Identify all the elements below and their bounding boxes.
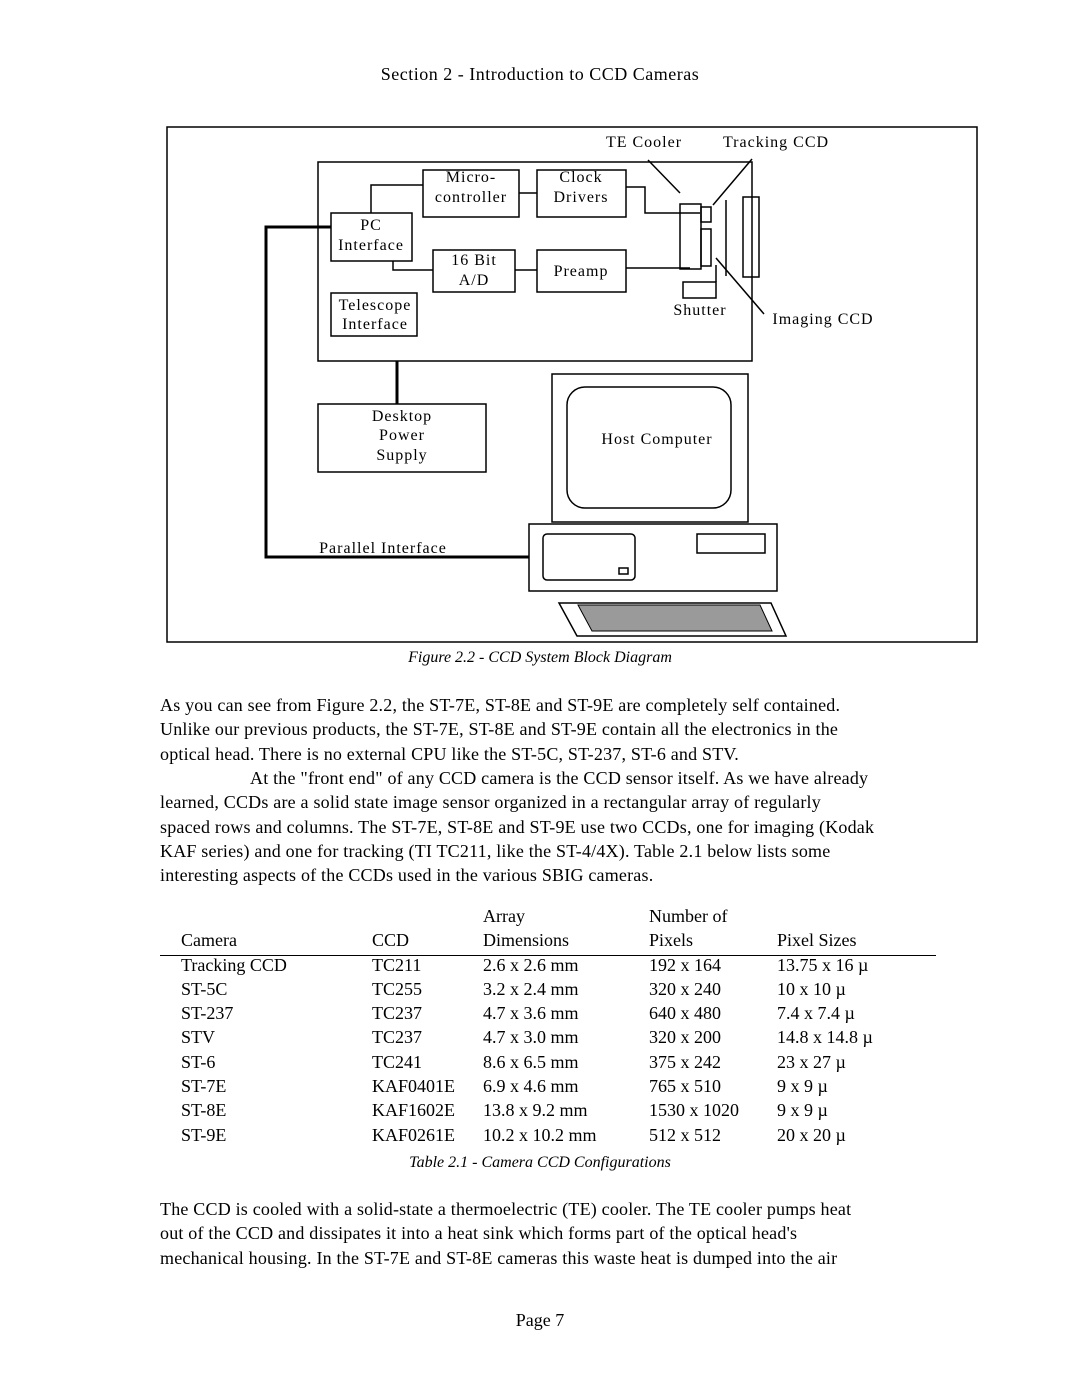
header-cell: Pixels — [649, 930, 694, 951]
wire-clock-ccd — [626, 187, 700, 213]
table-cell: TC237 — [372, 1003, 423, 1024]
table-cell: 8.6 x 6.5 mm — [483, 1051, 579, 1072]
text-line: interesting aspects of the CCDs used in the various SBIG cameras. — [160, 865, 654, 886]
table-caption: Table 2.1 - Camera CCD Configurations — [409, 1154, 671, 1171]
pc-label-1: PC — [360, 217, 382, 234]
table-cell: 13.75 x 16 µ — [777, 954, 869, 975]
table-header-top — [160, 906, 940, 930]
header-cell: Pixel Sizes — [777, 930, 857, 951]
table-cell: TC237 — [372, 1027, 423, 1048]
pc-label-2: Interface — [338, 237, 404, 254]
table-cell: 3.2 x 2.4 mm — [483, 978, 579, 999]
table-cell: 4.7 x 3.6 mm — [483, 1003, 579, 1024]
table-cell: 640 x 480 — [649, 1003, 721, 1024]
table-cell: KAF0401E — [372, 1076, 456, 1097]
wire-pc-micro — [371, 185, 423, 213]
tracking-ccd-chip — [701, 207, 711, 222]
te-cooler-label: TE Cooler — [605, 134, 683, 151]
table-row — [160, 1125, 940, 1149]
paragraph-2 — [160, 766, 990, 887]
table-cell: 13.8 x 9.2 mm — [483, 1100, 588, 1121]
window-optic — [743, 197, 759, 277]
table-header — [160, 930, 940, 954]
preamp-label: Preamp — [553, 263, 609, 280]
text-line: learned, CCDs are a solid state image sensor organized in a rectangular array of regularly — [160, 792, 821, 813]
table-row — [160, 1027, 940, 1051]
ccd-block-diagram — [0, 0, 1080, 650]
figure-caption: Figure 2.2 - CCD System Block Diagram — [408, 649, 672, 666]
ad-label-1: 16 Bit — [451, 252, 497, 269]
floppy-slot — [697, 534, 765, 553]
microcontroller-label-2: controller — [434, 189, 508, 206]
table-cell: ST-6 — [181, 1051, 216, 1072]
text-line: out of the CCD and dissipates it into a heat sink which forms part of the optical head's — [160, 1223, 798, 1244]
table-cell: 765 x 510 — [649, 1076, 721, 1097]
text-line: At the "front end" of any CCD camera is the CCD sensor itself. As we have already — [250, 768, 869, 788]
header-cell: Dimensions — [483, 930, 570, 951]
paragraph-3 — [160, 1197, 990, 1270]
text-line: Unlike our previous products, the ST-7E, ST-8E and ST-9E contain all the electronics in the — [160, 719, 839, 740]
paragraph-1 — [160, 693, 990, 766]
table-cell: 4.7 x 3.0 mm — [483, 1027, 579, 1048]
text-line: optical head. There is no external CPU like the ST-5C, ST-237, ST-6 and STV. — [160, 743, 739, 764]
table-cell: 320 x 240 — [649, 978, 721, 999]
tracking-ccd-label: Tracking CCD — [722, 134, 830, 151]
camera-ccd-table — [160, 906, 940, 1149]
table-cell: 512 x 512 — [649, 1124, 721, 1145]
header-cell: Camera — [181, 930, 237, 951]
table-row — [160, 1076, 940, 1100]
table-cell: KAF1602E — [372, 1100, 456, 1121]
table-cell: TC255 — [372, 978, 423, 999]
table-cell: Tracking CCD — [181, 954, 287, 975]
table-cell: 7.4 x 7.4 µ — [777, 1003, 855, 1024]
table-cell: 20 x 20 µ — [777, 1124, 846, 1145]
table-cell: ST-7E — [181, 1076, 227, 1097]
table-cell: 14.8 x 14.8 µ — [777, 1027, 873, 1048]
header-cell: CCD — [372, 930, 410, 951]
psu-label-3: Supply — [376, 447, 428, 464]
table-cell: 23 x 27 µ — [777, 1051, 846, 1072]
telescope-label-2: Interface — [342, 316, 408, 333]
psu-label-1: Desktop — [371, 408, 433, 425]
shutter-label: Shutter — [673, 302, 727, 319]
table-cell: TC241 — [372, 1051, 423, 1072]
drive-bay — [543, 534, 635, 580]
drive-button — [619, 568, 628, 574]
table-cell: 9 x 9 µ — [777, 1100, 828, 1121]
page-header: Section 2 - Introduction to CCD Cameras — [380, 64, 700, 84]
keyboard-keys — [578, 605, 772, 631]
microcontroller-label-1: Micro- — [445, 169, 497, 186]
clock-label-1: Clock — [559, 169, 603, 186]
table-cell: KAF0261E — [372, 1124, 456, 1145]
table-cell: 320 x 200 — [649, 1027, 721, 1048]
table-cell: ST-5C — [181, 978, 228, 999]
table-cell: 9 x 9 µ — [777, 1076, 828, 1097]
header-cell: Array — [483, 906, 525, 926]
table-cell: ST-9E — [181, 1124, 227, 1145]
imaging-ccd-chip — [701, 229, 711, 266]
table-cell: 2.6 x 2.6 mm — [483, 954, 579, 975]
table-cell: 10 x 10 µ — [777, 978, 846, 999]
psu-label-2: Power — [379, 427, 425, 444]
table-header-rule — [160, 955, 936, 956]
tracking-ccd-leader — [713, 159, 752, 205]
table-cell: 375 x 242 — [649, 1051, 721, 1072]
header-cell: Number of — [649, 906, 728, 926]
table-cell: TC211 — [372, 954, 422, 975]
te-cooler-leader — [648, 160, 680, 193]
monitor-case — [552, 374, 748, 522]
wire-pc-ad — [393, 261, 433, 270]
page-number: Page 7 — [515, 1310, 565, 1330]
ad-label-2: A/D — [458, 272, 490, 289]
text-line: The CCD is cooled with a solid-state a thermoelectric (TE) cooler. The TE cooler pumps heat — [160, 1199, 852, 1219]
table-cell: 1530 x 1020 — [649, 1100, 739, 1121]
table-row — [160, 1100, 940, 1124]
host-computer-label: Host Computer — [601, 431, 713, 448]
text-line: As you can see from Figure 2.2, the ST-7E, ST-8E and ST-9E are completely self contained. — [160, 695, 841, 715]
parallel-interface-label: Parallel Interface — [319, 540, 447, 557]
table-cell: 6.9 x 4.6 mm — [483, 1076, 579, 1097]
table-row — [160, 1052, 940, 1076]
table-cell: STV — [181, 1027, 216, 1048]
table-row — [160, 955, 940, 979]
table-row — [160, 979, 940, 1003]
table-row — [160, 1003, 940, 1027]
text-line: mechanical housing. In the ST-7E and ST-8E cameras this waste heat is dumped into the air — [160, 1247, 838, 1268]
clock-label-2: Drivers — [553, 189, 609, 206]
telescope-label-1: Telescope — [338, 297, 412, 314]
imaging-ccd-label: Imaging CCD — [772, 311, 874, 328]
text-line: spaced rows and columns. The ST-7E, ST-8E and ST-9E use two CCDs, one for imaging (Kodak — [160, 816, 875, 837]
shutter-body — [683, 282, 716, 298]
table-cell: 10.2 x 10.2 mm — [483, 1124, 597, 1145]
table-cell: ST-237 — [181, 1003, 234, 1024]
table-cell: 192 x 164 — [649, 954, 721, 975]
table-cell: ST-8E — [181, 1100, 227, 1121]
text-line: KAF series) and one for tracking (TI TC211, like the ST-4/4X). Table 2.1 below lists some — [160, 840, 831, 861]
